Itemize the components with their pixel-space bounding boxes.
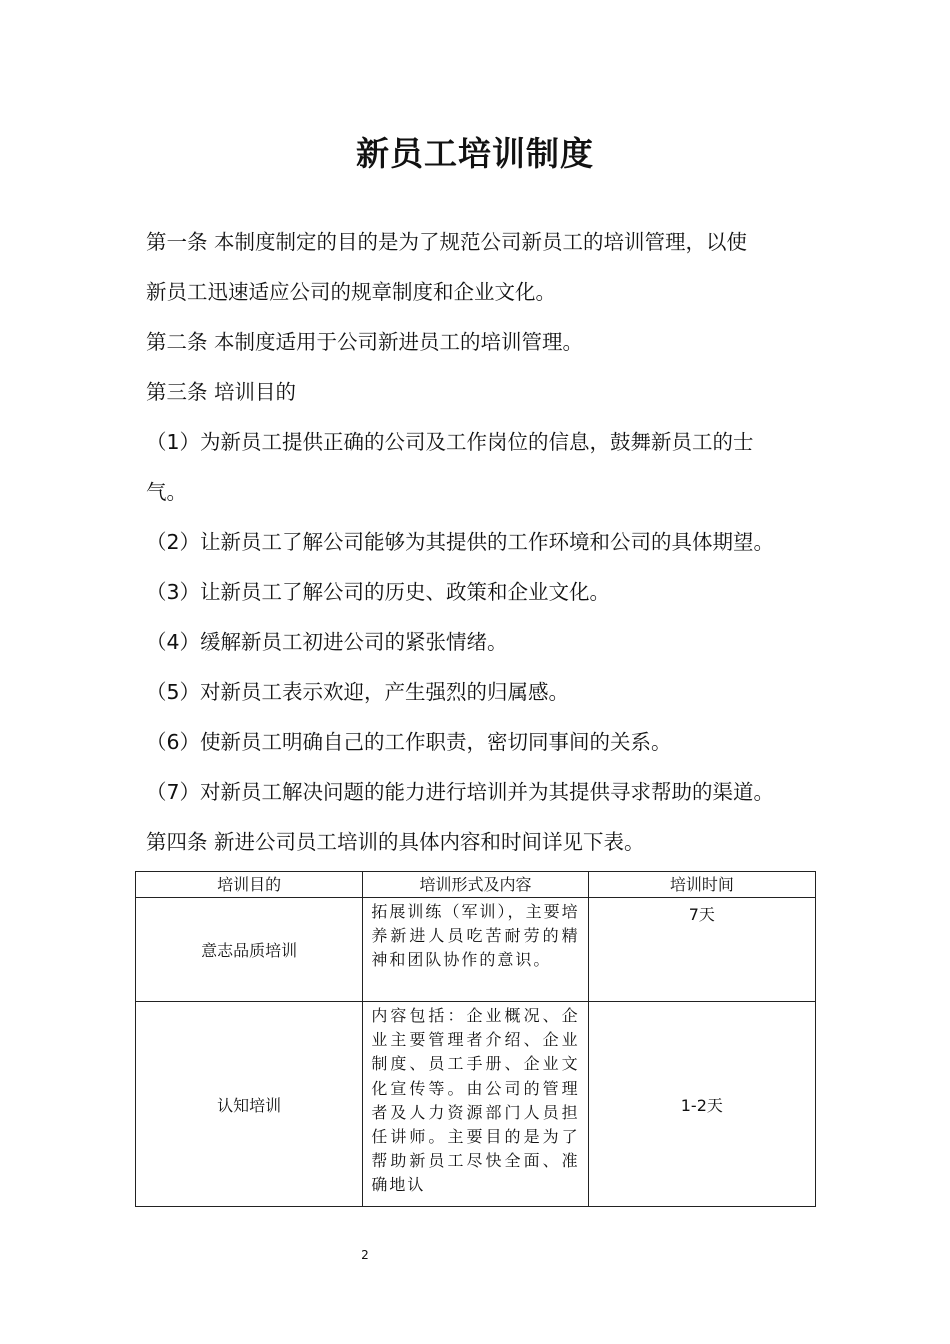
table-header-content: 培训形式及内容 [363,872,588,898]
paragraph: 新员工迅速适应公司的规章制度和企业文化。 [146,280,556,304]
page-number: 2 [361,1248,369,1262]
table-row [136,898,816,1002]
paragraph: （6）使新员工明确自己的工作职责，密切同事间的关系。 [146,730,672,754]
paragraph: 气。 [146,480,187,504]
paragraph: （1）为新员工提供正确的公司及工作岗位的信息，鼓舞新员工的士 [146,430,754,454]
paragraph: （5）对新员工表示欢迎，产生强烈的归属感。 [146,680,570,704]
training-content: 内容包括：企业概况、企业主要管理者介绍、企业制度、员工手册、企业文化宣传等。由公司的管理者及人力资源部门人员担任讲师。主要目的是为了帮助新员工尽快全面、准确地认 [363,1002,588,1207]
training-content: 拓展训练（军训），主要培养新进人员吃苦耐劳的精神和团队协作的意识。 [363,898,588,1002]
paragraph: 第三条 培训目的 [146,380,297,404]
paragraph: （7）对新员工解决问题的能力进行培训并为其提供寻求帮助的渠道。 [146,780,775,804]
paragraph: 第一条 本制度制定的目的是为了规范公司新员工的培训管理，以使 [146,230,748,254]
paragraph: （2）让新员工了解公司能够为其提供的工作环境和公司的具体期望。 [146,530,775,554]
training-purpose: 认知培训 [136,1002,363,1207]
paragraph: （4）缓解新员工初进公司的紧张情绪。 [146,630,508,654]
document-body [146,217,826,867]
table-header-row [136,872,816,898]
training-table [135,871,816,1207]
document-title: 新员工培训制度 [356,134,594,173]
training-time: 7天 [588,898,815,1002]
table-row [136,1002,816,1207]
table-header-time: 培训时间 [588,872,815,898]
training-time: 1-2天 [588,1002,815,1207]
paragraph: （3）让新员工了解公司的历史、政策和企业文化。 [146,580,611,604]
table-header-purpose: 培训目的 [136,872,363,898]
training-purpose: 意志品质培训 [136,898,363,1002]
paragraph: 第四条 新进公司员工培训的具体内容和时间详见下表。 [146,830,645,854]
paragraph: 第二条 本制度适用于公司新进员工的培训管理。 [146,330,584,354]
